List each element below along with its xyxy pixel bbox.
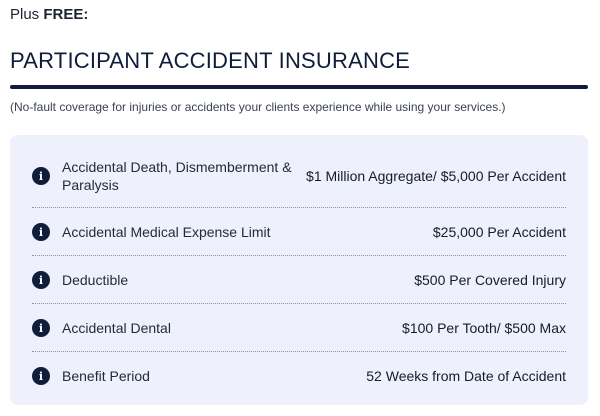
coverage-label: Accidental Dental: [62, 320, 171, 336]
coverage-value: $25,000 Per Accident: [432, 224, 566, 240]
coverage-label: Accidental Death, Dismemberment & Paralysis: [62, 159, 292, 193]
plus-text: Plus: [10, 6, 44, 23]
title-underline: [10, 85, 588, 89]
coverage-row-benefit-period: [32, 364, 566, 388]
coverage-value: $100 Per Tooth/ $500 Max: [402, 320, 566, 336]
info-icon[interactable]: i: [32, 367, 50, 385]
info-icon[interactable]: i: [32, 319, 50, 337]
row-divider: [32, 351, 566, 352]
coverage-row-dental: [32, 316, 566, 340]
section-title: PARTICIPANT ACCIDENT INSURANCE: [10, 48, 411, 73]
info-icon[interactable]: i: [32, 271, 50, 289]
coverage-label: Accidental Medical Expense Limit: [62, 224, 271, 240]
coverage-row-deductible: [32, 268, 566, 292]
coverage-card: [10, 135, 588, 405]
free-text: FREE:: [43, 6, 89, 23]
coverage-row-accidental-death: [32, 154, 566, 198]
coverage-value: 52 Weeks from Date of Accident: [366, 368, 566, 384]
coverage-label: Deductible: [62, 272, 129, 288]
plus-free-heading: [10, 6, 88, 23]
coverage-value: $1 Million Aggregate/ $5,000 Per Accident: [306, 168, 566, 184]
info-icon[interactable]: i: [32, 167, 50, 185]
section-subtitle: (No-fault coverage for injuries or accidents your clients experience while using your services.): [10, 100, 506, 114]
row-divider: [32, 255, 566, 256]
coverage-value: $500 Per Covered Injury: [414, 272, 566, 288]
coverage-label: Benefit Period: [62, 368, 150, 384]
row-divider: [32, 207, 566, 208]
info-icon[interactable]: i: [32, 223, 50, 241]
coverage-row-medical-expense: [32, 220, 566, 244]
row-divider: [32, 303, 566, 304]
